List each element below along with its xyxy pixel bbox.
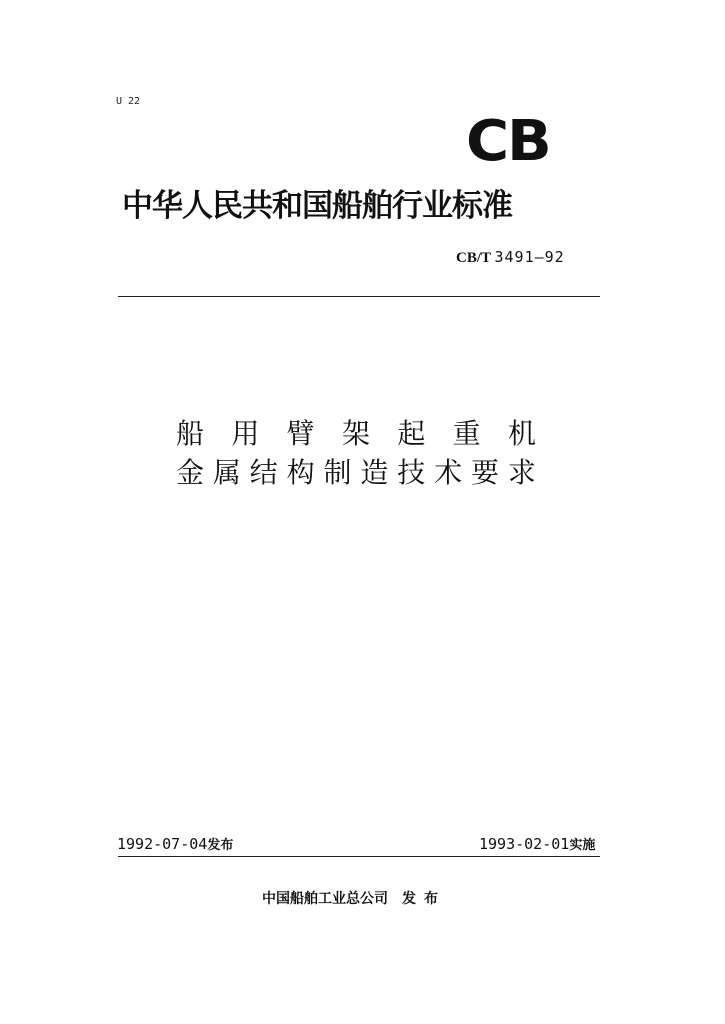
- top-divider: [118, 296, 600, 297]
- title-char: 术: [434, 456, 463, 489]
- standard-prefix: CB/T: [456, 250, 491, 266]
- title-char: 技: [397, 456, 426, 489]
- bottom-divider: [118, 856, 600, 857]
- implementation-date-label: 实施: [569, 838, 596, 853]
- title-char: 结: [249, 456, 278, 489]
- title-char: 机: [507, 417, 536, 450]
- title-char: 属: [212, 456, 241, 489]
- title-char: 要: [471, 456, 500, 489]
- title-char: 臂: [286, 417, 315, 450]
- publisher-line: [262, 888, 446, 908]
- document-title-line-1: [176, 416, 536, 452]
- implementation-date-value: 1993-02-01: [479, 835, 570, 853]
- standard-number: [456, 248, 565, 267]
- title-char: 制: [323, 456, 352, 489]
- issue-date-label: 发布: [207, 838, 234, 853]
- classification-code: U 22: [116, 96, 141, 107]
- title-char: 船: [176, 417, 205, 450]
- publisher-action: 发布: [402, 891, 446, 907]
- document-title-line-2: [176, 455, 536, 491]
- title-char: 用: [231, 417, 260, 450]
- implementation-date: [479, 834, 595, 853]
- title-char: 构: [286, 456, 315, 489]
- issue-date: [117, 834, 233, 853]
- cb-logo: CB: [466, 109, 550, 174]
- organization-title: 中华人民共和国船舶行业标准: [122, 188, 512, 224]
- standard-code: 3491—92: [494, 248, 565, 266]
- title-char: 造: [360, 456, 389, 489]
- title-char: 求: [507, 456, 536, 489]
- issue-date-value: 1992-07-04: [117, 835, 208, 853]
- title-char: 重: [452, 417, 481, 450]
- title-char: 架: [341, 417, 370, 450]
- title-char: 金: [176, 456, 205, 489]
- title-char: 起: [397, 417, 426, 450]
- publisher-name: 中国船舶工业总公司: [262, 891, 388, 907]
